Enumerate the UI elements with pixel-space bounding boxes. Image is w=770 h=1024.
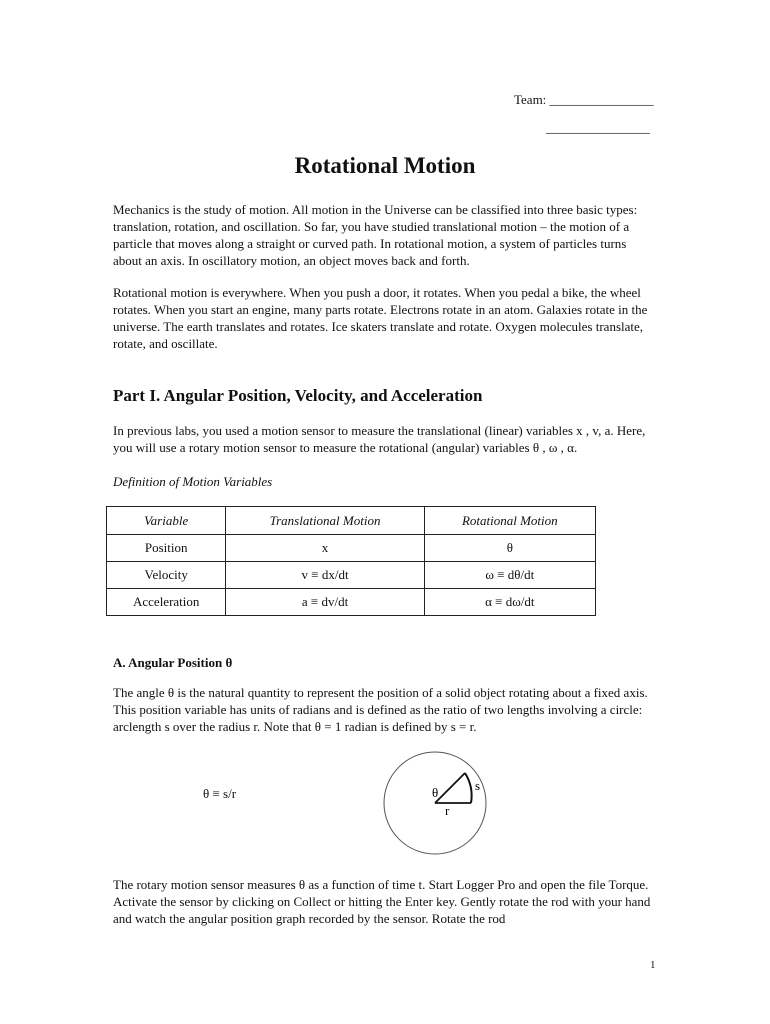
part1-paragraph: In previous labs, you used a motion sensor to measure the translational (linear) variables x , v, a. Here, you will use a rotary motion sensor to measure the rotational (angular) variables θ , ω , α. [113,423,646,455]
table-header-cell: Translational Motion [226,507,424,535]
table-cell: ω ≡ dθ/dt [424,562,595,589]
table-row [107,535,596,562]
table-row [107,589,596,616]
table-header-cell: Rotational Motion [424,507,595,535]
table-cell: Velocity [107,562,226,589]
table-cell: Acceleration [107,589,226,616]
section-a-heading: A. Angular Position θ [113,655,233,670]
page-title: Rotational Motion [294,153,476,178]
table-header-cell: Variable [107,507,226,535]
table-header-row [107,507,596,535]
radian-circle-diagram [378,749,508,879]
table-cell: θ [424,535,595,562]
radius-label: r [445,803,450,818]
definition-title: Definition of Motion Variables [113,474,273,489]
arc-label: s [475,778,481,793]
table-cell: x [226,535,424,562]
page-number: 1 [650,959,656,971]
section-a-paragraph: The angle θ is the natural quantity to represent the position of a solid object rotating about a fixed axis. This position variable has units of radians and is defined as the ratio of two lengths involving a circle: arclength s over the radius r. Note that θ = 1 radian is defined by s = r. [113,685,648,734]
table-cell: α ≡ dω/dt [424,589,595,616]
team-label: Team: ________________ [514,92,654,107]
table-cell: Position [107,535,226,562]
table-row [107,562,596,589]
theta-formula: θ ≡ s/r [203,786,237,801]
arc-s [465,773,472,803]
intro-paragraph-1: Mechanics is the study of motion. All motion in the Universe can be classified into three basic types: translation, rotation, and oscillation. So far, you have studied translational motion – the motion of a particle that moves along a straight or curved path. In rotational motion, a system of particles turns about an axis. In oscillatory motion, an object moves back and forth. [113,202,638,268]
motion-variables-table [106,506,596,616]
table-cell: a ≡ dv/dt [226,589,424,616]
section-a-paragraph-2: The rotary motion sensor measures θ as a function of time t. Start Logger Pro and open the file Torque. Activate the sensor by clicking on Collect or hitting the Enter key. Gently rotate the rod with your hand and watch the angular position graph recorded by the sensor. Rotate the rod [113,877,651,926]
radial-line [435,773,465,803]
team-line: ________________ [546,120,650,135]
intro-paragraph-2: Rotational motion is everywhere. When you push a door, it rotates. When you pedal a bike, the wheel rotates. When you start an engine, many parts rotate. Electrons rotate in an atom. Galaxies rotate in the universe. The earth translates and rotates. Ice skaters translate and rotate. Oxygen molecules translate, rotate, and oscillate. [113,285,648,351]
theta-label: θ [432,785,439,800]
table-cell: v ≡ dx/dt [226,562,424,589]
part1-heading: Part I. Angular Position, Velocity, and Acceleration [113,386,483,405]
